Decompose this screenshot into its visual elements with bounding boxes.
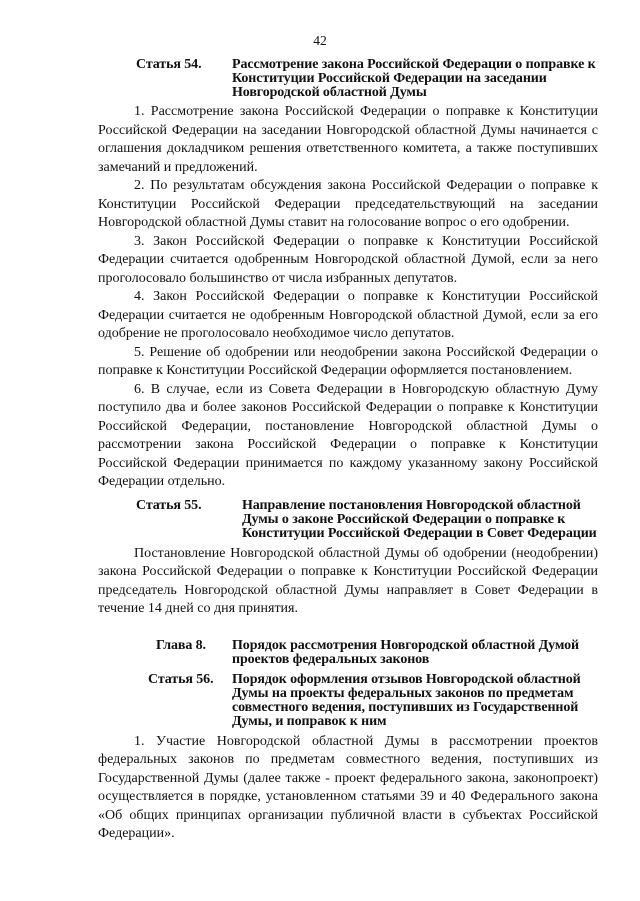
article-56-label: Статья 56. <box>148 671 214 687</box>
article-54-heading <box>136 58 598 100</box>
article-56-heading <box>148 673 598 729</box>
article-54-title: Рассмотрение закона Российской Федерации о поправке к Конституции Российской Федерации на заседании Новгородской областной Думы <box>232 57 596 100</box>
article-54-paragraph-2: 2. По результатам обсуждения закона Российской Федерации о поправке к Конституции Российской Федерации председательствующий на заседании Новгородской областной Думы ставит на голосование вопрос о его одобрении. <box>98 178 598 230</box>
chapter-8-heading <box>156 639 598 667</box>
article-54-paragraph-6: 6. В случае, если из Совета Федерации в Новгородскую областную Думу поступило два и более законов Российской Федерации о поправке к Конституции Российской Федерации, постановление Новгородской областной Думы о рассмотрении закона Российской Федерации о поправке к Конституции Российской Федерации принимается по каждому указанному закону Российской Федерации отдельно. <box>98 381 598 489</box>
article-55-heading <box>136 499 598 541</box>
article-54-paragraph-4: 4. Закон Российской Федерации о поправке к Конституции Российской Федерации считается не одобренным Новгородской областной Думой, если за его одобрение не проголосовало необходимое число депутатов. <box>98 289 598 341</box>
chapter-8-label: Глава 8. <box>156 637 206 653</box>
article-56-paragraph-1: 1. Участие Новгородской областной Думы в рассмотрении проектов федеральных законов по предметам совместного ведения, поступивших из Государственной Думы (далее также - проект федерального закона, законопроект) осуществляется в порядке, установленном статьями 39 и 40 Федерального закона «Об общих принципах организации публичной власти в субъектах Российской Федерации». <box>98 733 598 841</box>
article-54-paragraph-5: 5. Решение об одобрении или неодобрении закона Российской Федерации о поправке к Конституции Российской Федерации оформляется постановлением. <box>98 344 598 378</box>
chapter-8-title: Порядок рассмотрения Новгородской областной Думой проектов федеральных законов <box>232 637 579 667</box>
article-54-label: Статья 54. <box>136 57 202 72</box>
page-number: 42 <box>313 33 327 48</box>
article-55-label: Статья 55. <box>136 497 202 513</box>
article-55-paragraph-1: Постановление Новгородской областной Думы об одобрении (неодобрении) закона Российской Федерации о поправке к Конституции Российской Федерации председатель Новгородской областной Думы направляет в Совет Федерации в течение 14 дней со дня принятия. <box>98 545 598 616</box>
article-54-paragraph-3: 3. Закон Российской Федерации о поправке к Конституции Российской Федерации считается одобренным Новгородской областной Думой, если за него проголосовало большинство от числа избранных депутатов. <box>98 233 598 286</box>
article-56-title: Порядок оформления отзывов Новгородской областной Думы на проекты федеральных законов по предметам совместного ведения, поступивших из Государственной Думы, и поправок к ним <box>232 671 581 729</box>
article-54-paragraph-1: 1. Рассмотрение закона Российской Федерации о поправке к Конституции Российской Федерации на заседании Новгородской областной Думы начинается с оглашения докладчиком решения ответственного комитета, а также поступивших замечаний и предложений. <box>98 104 598 175</box>
article-55-title: Направление постановления Новгородской областной Думы о законе Российской Федерации о поправке к Конституции Российской Федерации в Совет Федерации <box>242 497 597 541</box>
document-body <box>98 58 598 844</box>
